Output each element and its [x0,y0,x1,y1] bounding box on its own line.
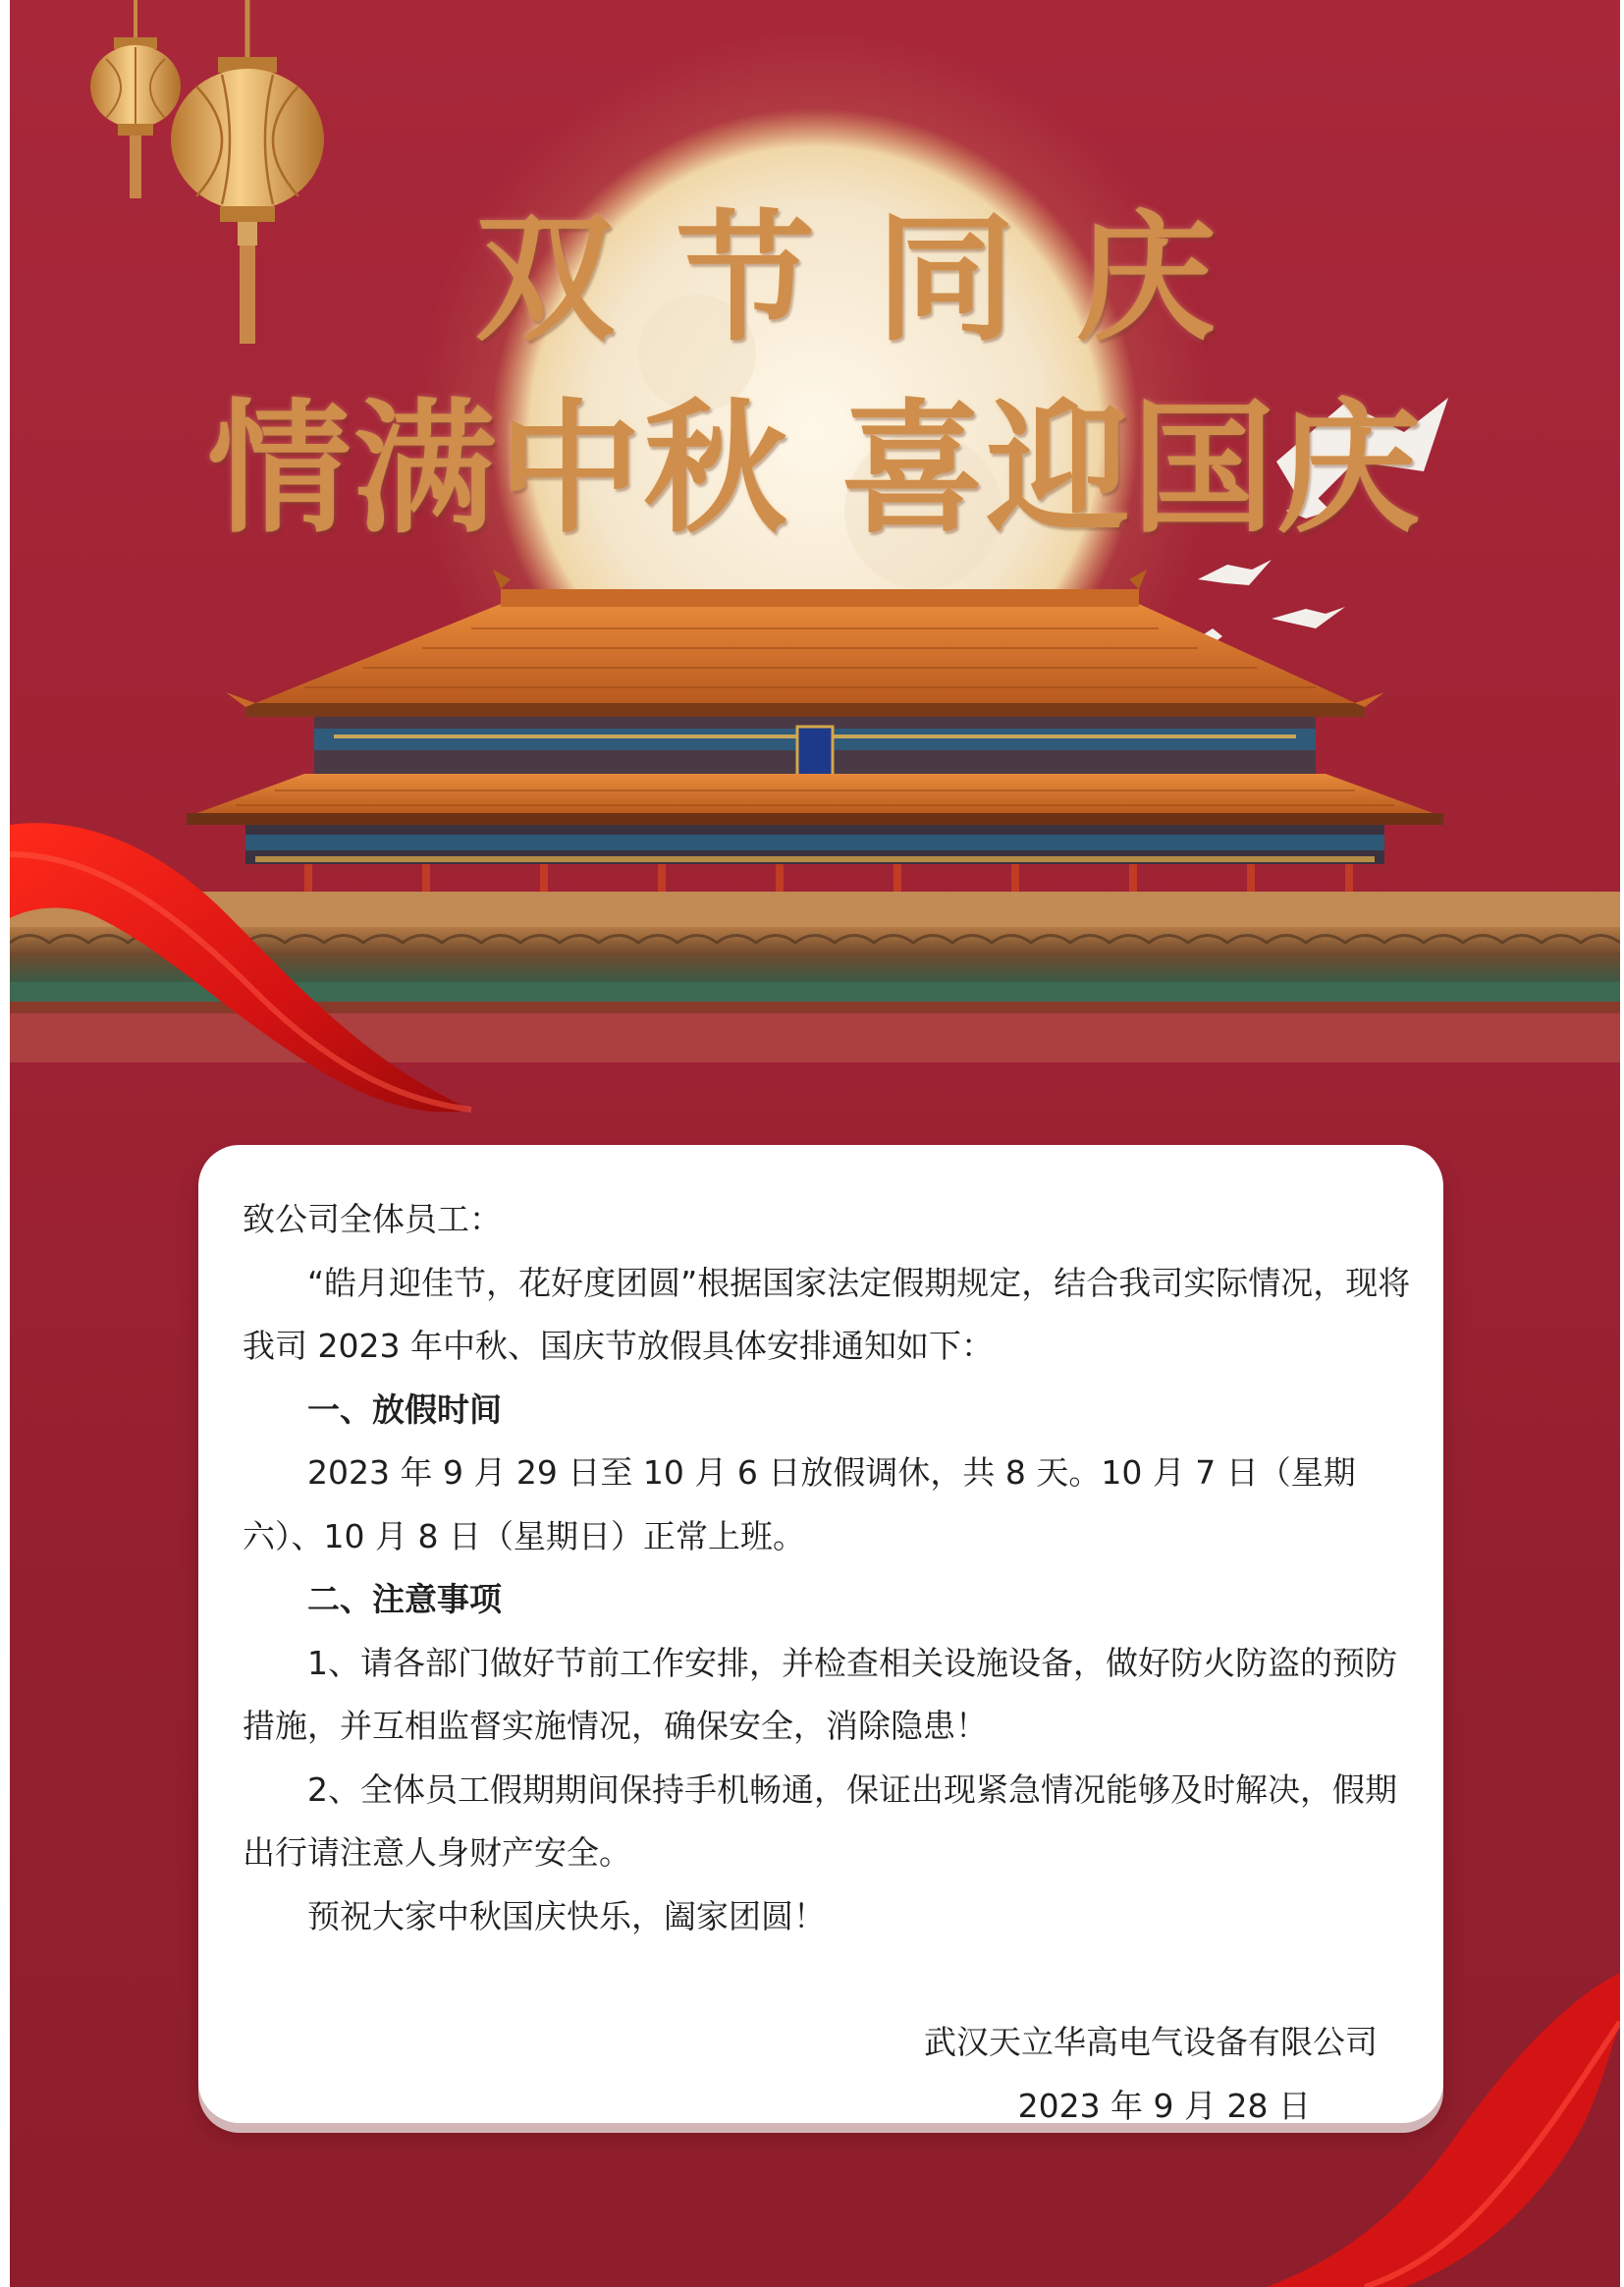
note-item-1: 1、请各部门做好节前工作安排，并检查相关设施设备，做好防火防盗的预防措施，并互相监督实施情况，确保安全，消除隐患！ [243,1643,1397,1745]
closing-wish: 预祝大家中秋国庆快乐，阖家团圆！ [307,1896,826,1935]
section-heading-notes: 二、注意事项 [307,1580,502,1618]
notice-text [243,1188,1411,2138]
palace-roof [187,570,1443,896]
holiday-schedule: 2023 年 9 月 29 日至 10 月 6 日放假调休，共 8 天。10 月 7 日（星期六）、10 月 8 日（星期日）正常上班。 [243,1453,1356,1555]
notice-intro: “皓月迎佳节，花好度团圆”根据国家法定假期规定，结合我司实际情况，现将我司 2023 年中秋、国庆节放假具体安排通知如下： [243,1263,1411,1365]
note-item-2: 2、全体员工假期期间保持手机畅通，保证出现紧急情况能够及时解决，假期出行请注意人身财产安全。 [243,1770,1397,1872]
spacer [243,1948,1411,2011]
notice-greeting: 致公司全体员工： [243,1200,502,1238]
notice-date: 2023 年 9 月 28 日 [1017,2086,1311,2125]
holiday-poster [10,0,1620,2287]
poster-title-line2: 情满中秋 喜迎国庆 [207,386,1423,553]
notice-card [198,1145,1443,2123]
poster-title-line1: 双节同庆 [475,198,1276,360]
company-signature: 武汉天立华高电气设备有限公司 [924,2023,1378,2061]
section-heading-holiday-time: 一、放假时间 [307,1389,502,1429]
